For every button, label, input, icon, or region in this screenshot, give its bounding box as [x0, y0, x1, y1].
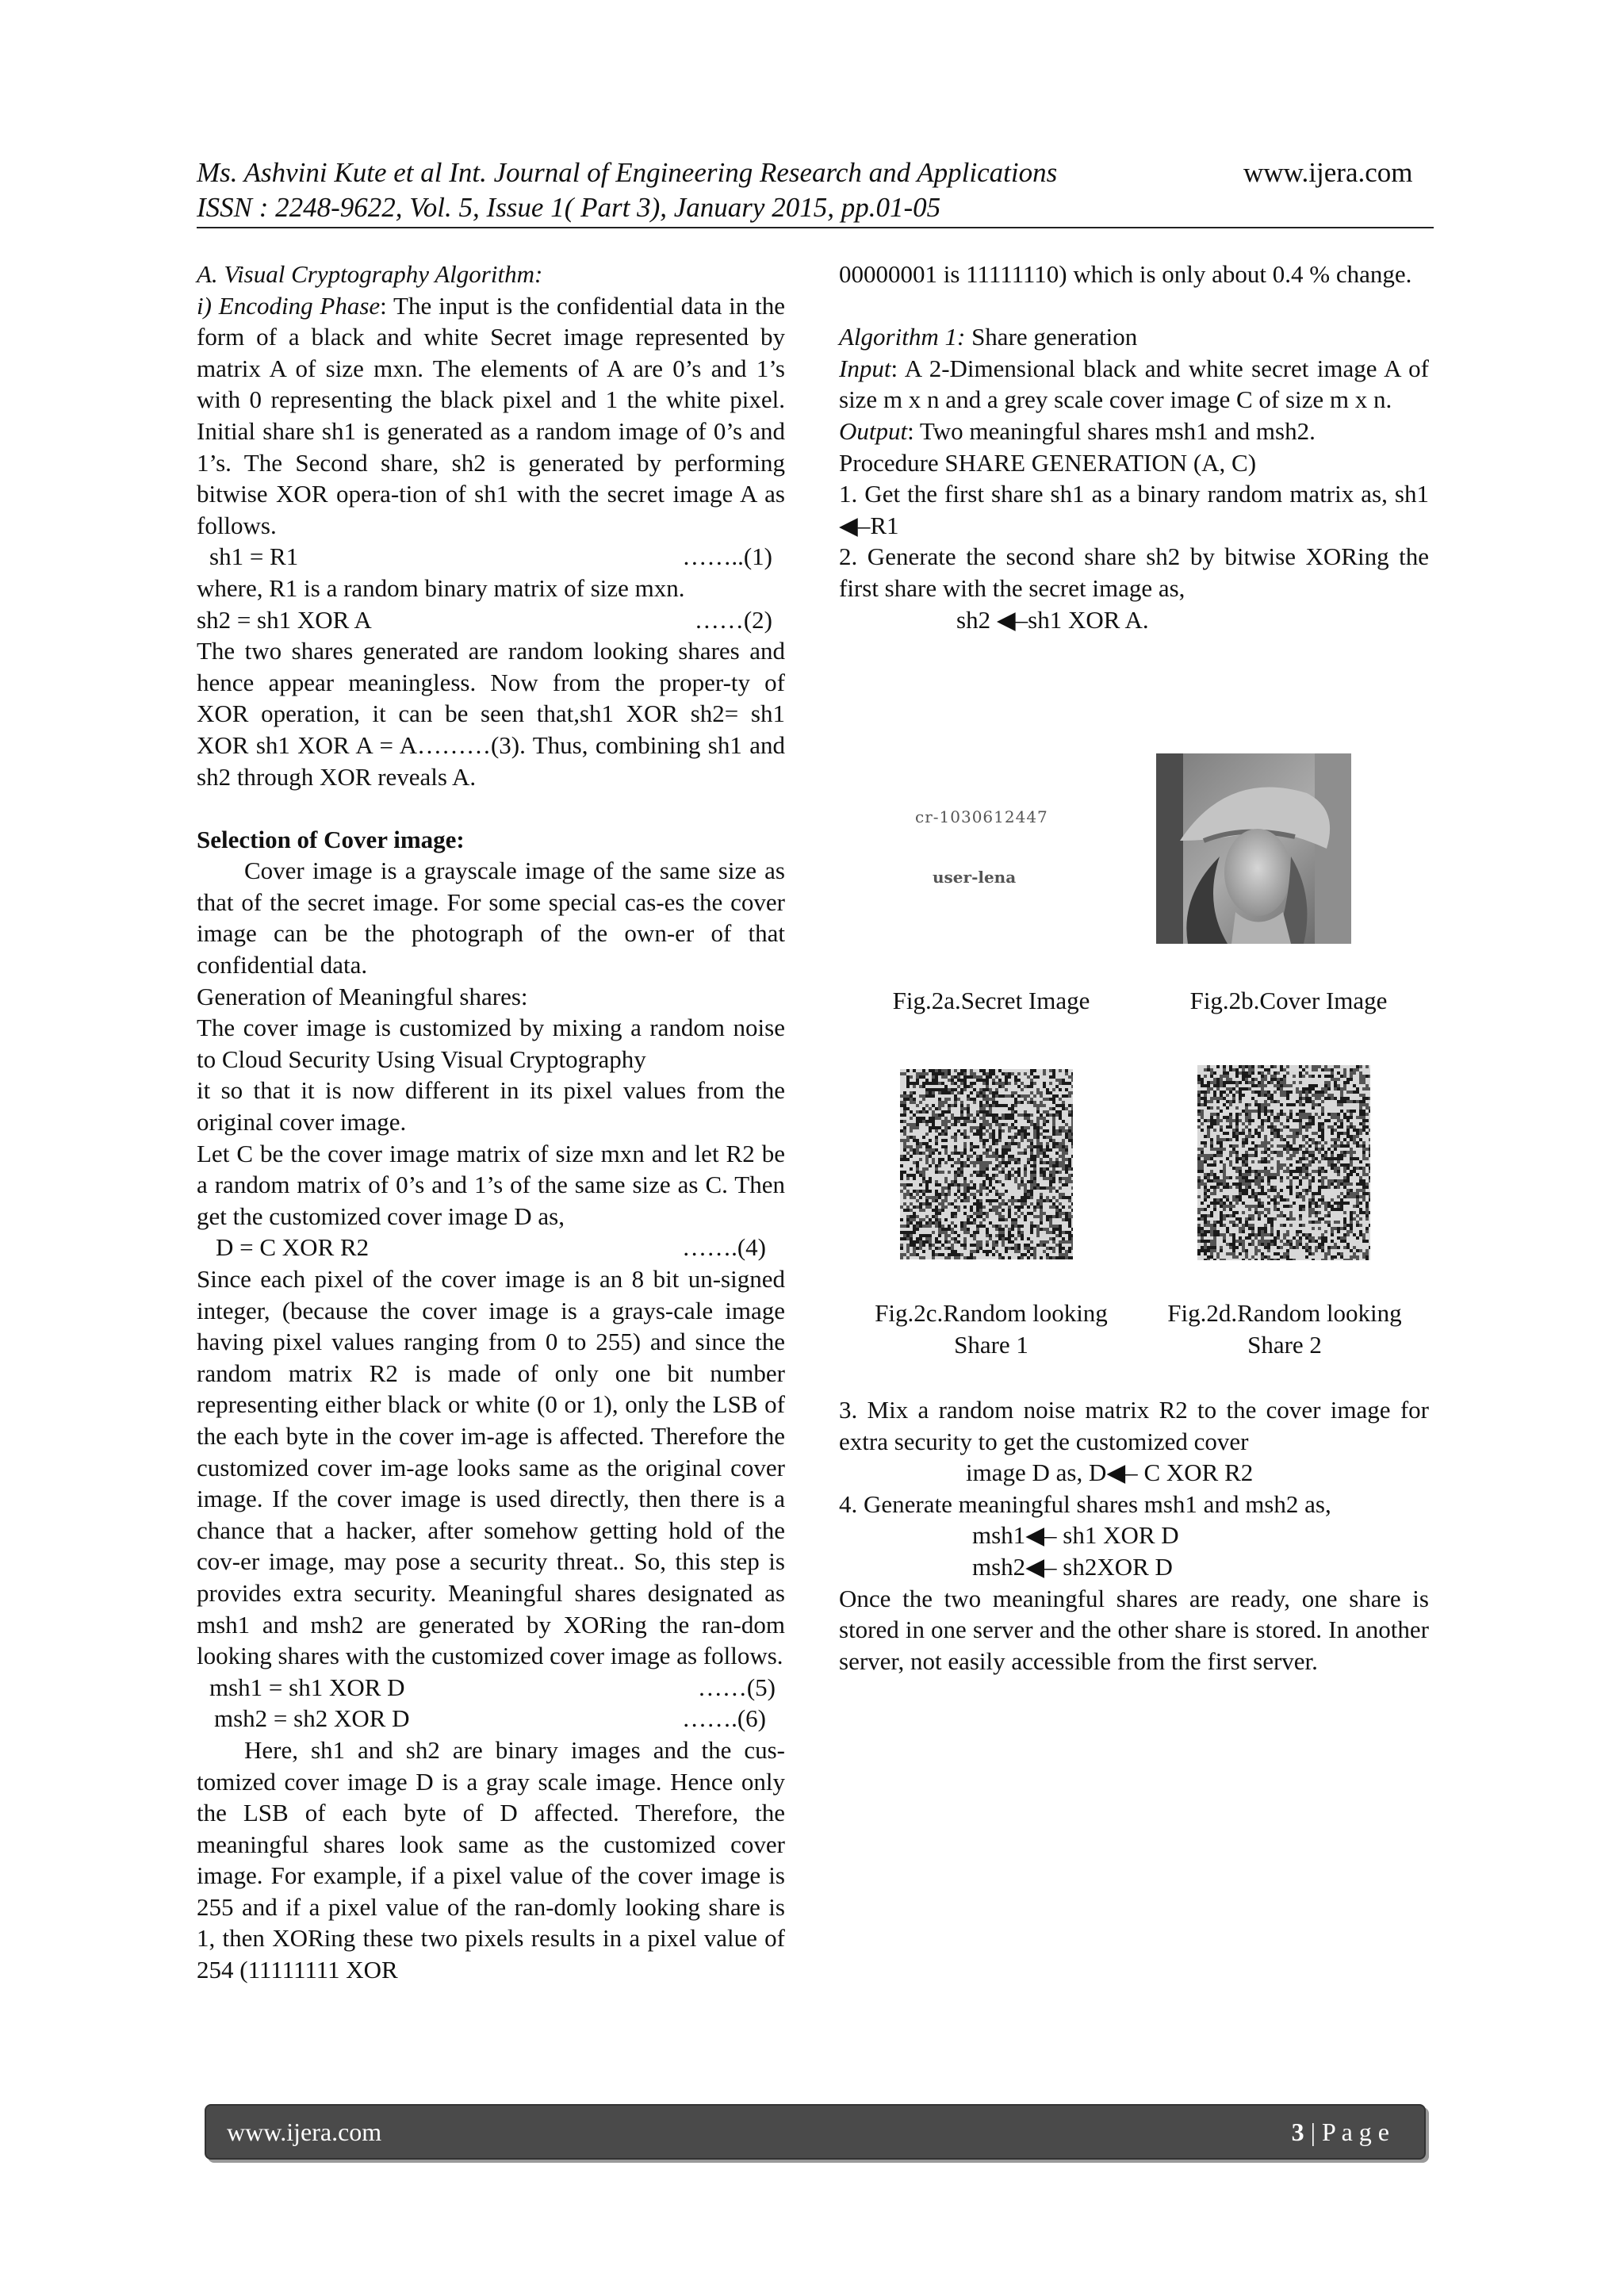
- footer-url: www.ijera.com: [227, 2118, 382, 2146]
- header-rule: [197, 227, 1434, 228]
- algorithm-input: [839, 353, 1429, 416]
- equation-6-text: msh2 = sh2 XOR D: [214, 1704, 410, 1733]
- step-3: 3. Mix a random noise matrix R2 to the cover image for extra security to get the customized cover: [839, 1396, 1429, 1455]
- left-arrow-icon: ◀–: [839, 511, 871, 539]
- equation-1-number: ……..(1): [682, 542, 772, 571]
- step-4-eq2-lhs: msh2: [972, 1552, 1026, 1581]
- header-url: www.ijera.com: [1243, 157, 1413, 188]
- fig-2c-caption-line-2: Share 1: [954, 1331, 1028, 1359]
- fig-2a-caption: Fig.2a.Secret Image: [892, 987, 1090, 1014]
- equation-4-text: D = C XOR R2: [216, 1233, 370, 1262]
- storage-paragraph: Once the two meaningful shares are ready, one share is stored in one server and the other share is stored. In another server, not easily accessible from the first server.: [839, 1584, 1429, 1675]
- step-1: [839, 478, 1429, 541]
- left-arrow-icon: ◀–: [996, 605, 1028, 634]
- journal-header-line2: ISSN : 2248-9622, Vol. 5, Issue 1( Part 3), January 2015, pp.01-05: [197, 192, 941, 223]
- meaningful-shares-heading: Generation of Meaningful shares:: [197, 982, 528, 1010]
- step-2-eq-lhs: sh2: [956, 605, 991, 634]
- equation-2: [197, 604, 785, 636]
- algorithm-name: Share generation: [965, 323, 1138, 351]
- page-number-value: 3: [1291, 2118, 1304, 2146]
- step-4-equation-2: [839, 1551, 1429, 1583]
- output-text: : Two meaningful shares msh1 and msh2.: [907, 416, 1316, 445]
- fig-2c-caption-line-1: Fig.2c.Random looking: [875, 1299, 1108, 1327]
- journal-header-line1: Ms. Ashvini Kute et al Int. Journal of Engineering Research and Applications: [197, 157, 1058, 188]
- encoding-text: : The input is the confidential data in the form of a black and white Secret image represented by matrix A of size mxn. The elements of A are 0’s and 1’s with 0 representing the black pixel and 1 the white pixel. Initial share sh1 is generated as a random image of 0’s and 1’s. The Second share, sh2 is generated by performing bitwise XOR opera-tion of sh1 with the secret image A as follows.: [197, 291, 785, 539]
- step-1-text: 1. Get the first share sh1 as a binary random matrix as, sh1: [839, 480, 1429, 508]
- lsb-paragraph: Since each pixel of the cover image is an 8 bit un-signed integer, (because the cover image is a grays-cale image having pixel values ranging from 0 to 255) and since the random matrix R2 is made of only one bit number representing either black or white (0 or 1), only the LSB of the each byte in the cover im-age is affected. Therefore the customized cover im-age looks same as the original cover image. If the cover image is used directly, then there is a chance that a hacker, after somehow getting hold of the cov-er image, may pose a security threat.. So, this step is provides extra security. Meaningful shares designated as msh1 and msh2 are generated by XORing the ran-dom looking shares with the customized cover image as follows.: [197, 1265, 785, 1670]
- equation-4-number: …….(4): [682, 1233, 766, 1262]
- page-footer: [205, 2104, 1426, 2160]
- fig-2d-caption-line-1: Fig.2d.Random looking: [1167, 1299, 1402, 1327]
- step-4-eq1-lhs: msh1: [972, 1521, 1026, 1550]
- left-column: [197, 259, 785, 1986]
- equation-6: [197, 1703, 785, 1734]
- equation-4: [197, 1232, 785, 1263]
- algorithm-label: Algorithm 1:: [839, 323, 966, 351]
- cover-image: [1156, 753, 1351, 944]
- step-2-eq-rhs: sh1 XOR A.: [1028, 605, 1149, 634]
- meaningful-shares-paragraph: The cover image is customized by mixing a random noise to Cloud Security Using Visual Cryptography: [197, 1014, 785, 1073]
- fig-2b-caption: Fig.2b.Cover Image: [1189, 987, 1388, 1014]
- right-column-bottom: [839, 1394, 1429, 1677]
- equation-6-number: …….(6): [682, 1704, 766, 1733]
- fig-2d-caption: [1126, 1297, 1443, 1361]
- equation-5-text: msh1 = sh1 XOR D: [209, 1673, 405, 1701]
- page-number: [1292, 2106, 1389, 2158]
- fig-2c-caption: [833, 1297, 1150, 1361]
- step-4-equation-1: [839, 1520, 1429, 1551]
- step-3-equation: [839, 1457, 1429, 1489]
- left-arrow-icon: ◀–: [1025, 1552, 1057, 1581]
- encoding-paragraph: [197, 290, 785, 542]
- input-label: Input: [839, 354, 891, 382]
- cover-matrix-paragraph: Let C be the cover image matrix of size mxn and let R2 be a random matrix of 0’s and 1’s of the same size as C. Then get the customized cover image D as,: [197, 1139, 785, 1230]
- algorithm-title: [839, 321, 1429, 353]
- step-3-eq-lhs: image D as, D: [966, 1458, 1107, 1487]
- continued-text: 00000001 is 11111110) which is only about 0.4 % change.: [839, 260, 1412, 288]
- secret-image: [880, 793, 1055, 904]
- secret-image-text-2: user-lena: [933, 868, 1017, 887]
- cover-image-paragraph: Cover image is a grayscale image of the same size as that of the secret image. For some special cas-es the cover image can be the photograph of the own-er of that confidential data.: [197, 857, 785, 979]
- step-1-end: R1: [870, 511, 899, 539]
- step-2-equation: [839, 604, 1429, 636]
- step-4-eq2-rhs: sh2XOR D: [1056, 1552, 1173, 1581]
- secret-image-text-1: cr-1030612447: [915, 807, 1048, 826]
- section-title: A. Visual Cryptography Algorithm:: [197, 260, 543, 288]
- equation-5: [197, 1672, 785, 1704]
- fig-2d-caption-line-2: Share 2: [1247, 1331, 1322, 1359]
- step-2: 2. Generate the second share sh2 by bitwise XORing the first share with the secret image as,: [839, 542, 1429, 602]
- random-share-1-image: [900, 1069, 1073, 1259]
- step-4: 4. Generate meaningful shares msh1 and msh2 as,: [839, 1489, 1331, 1518]
- right-column-top: [839, 259, 1429, 635]
- output-label: Output: [839, 416, 908, 445]
- algorithm-output: [839, 416, 1429, 447]
- input-text: : A 2-Dimensional black and white secret image A of size m x n and a grey scale cover image C of size m x n.: [839, 354, 1429, 414]
- encoding-label: i) Encoding Phase: [197, 291, 381, 320]
- cover-image-heading: Selection of Cover image:: [197, 825, 465, 853]
- equation-2-number: ……(2): [694, 605, 772, 634]
- equation-5-number: ……(5): [697, 1673, 776, 1701]
- random-share-2-image: [1197, 1065, 1370, 1260]
- step-4-eq1-rhs: sh1 XOR D: [1056, 1521, 1179, 1550]
- equation-1: [197, 541, 785, 573]
- xor-property-paragraph: The two shares generated are random looking shares and hence appear meaningless. Now from the proper-ty of XOR operation, it can be seen that,sh1 XOR sh2= sh1 XOR sh1 XOR A = A………(3). Thus, combining sh1 and sh2 through XOR reveals A.: [197, 637, 785, 791]
- meaningful-shares-paragraph-2: it so that it is now different in its pixel values from the original cover image.: [197, 1076, 785, 1137]
- step-3-eq-rhs: C XOR R2: [1137, 1458, 1254, 1487]
- left-arrow-icon: ◀–: [1106, 1458, 1138, 1487]
- equation-2-text: sh2 = sh1 XOR A: [197, 605, 372, 634]
- procedure-line: Procedure SHARE GENERATION (A, C): [839, 448, 1257, 477]
- where-text: where, R1 is a random binary matrix of size mxn.: [197, 573, 685, 602]
- equation-1-text: sh1 = R1: [209, 542, 299, 571]
- left-arrow-icon: ◀–: [1025, 1521, 1057, 1550]
- page-number-label: | P a g e: [1304, 2118, 1389, 2146]
- gray-scale-paragraph: Here, sh1 and sh2 are binary images and the cus-tomized cover image D is a gray scale image. Hence only the LSB of each byte of D affected. Therefore, the meaningful shares look same as the customized cover image. For example, if a pixel value of the cover image is 255 and if a pixel value of the ran-domly looking share is 1, then XORing these two pixels results in a pixel value of 254 (11111111 XOR: [197, 1735, 785, 1984]
